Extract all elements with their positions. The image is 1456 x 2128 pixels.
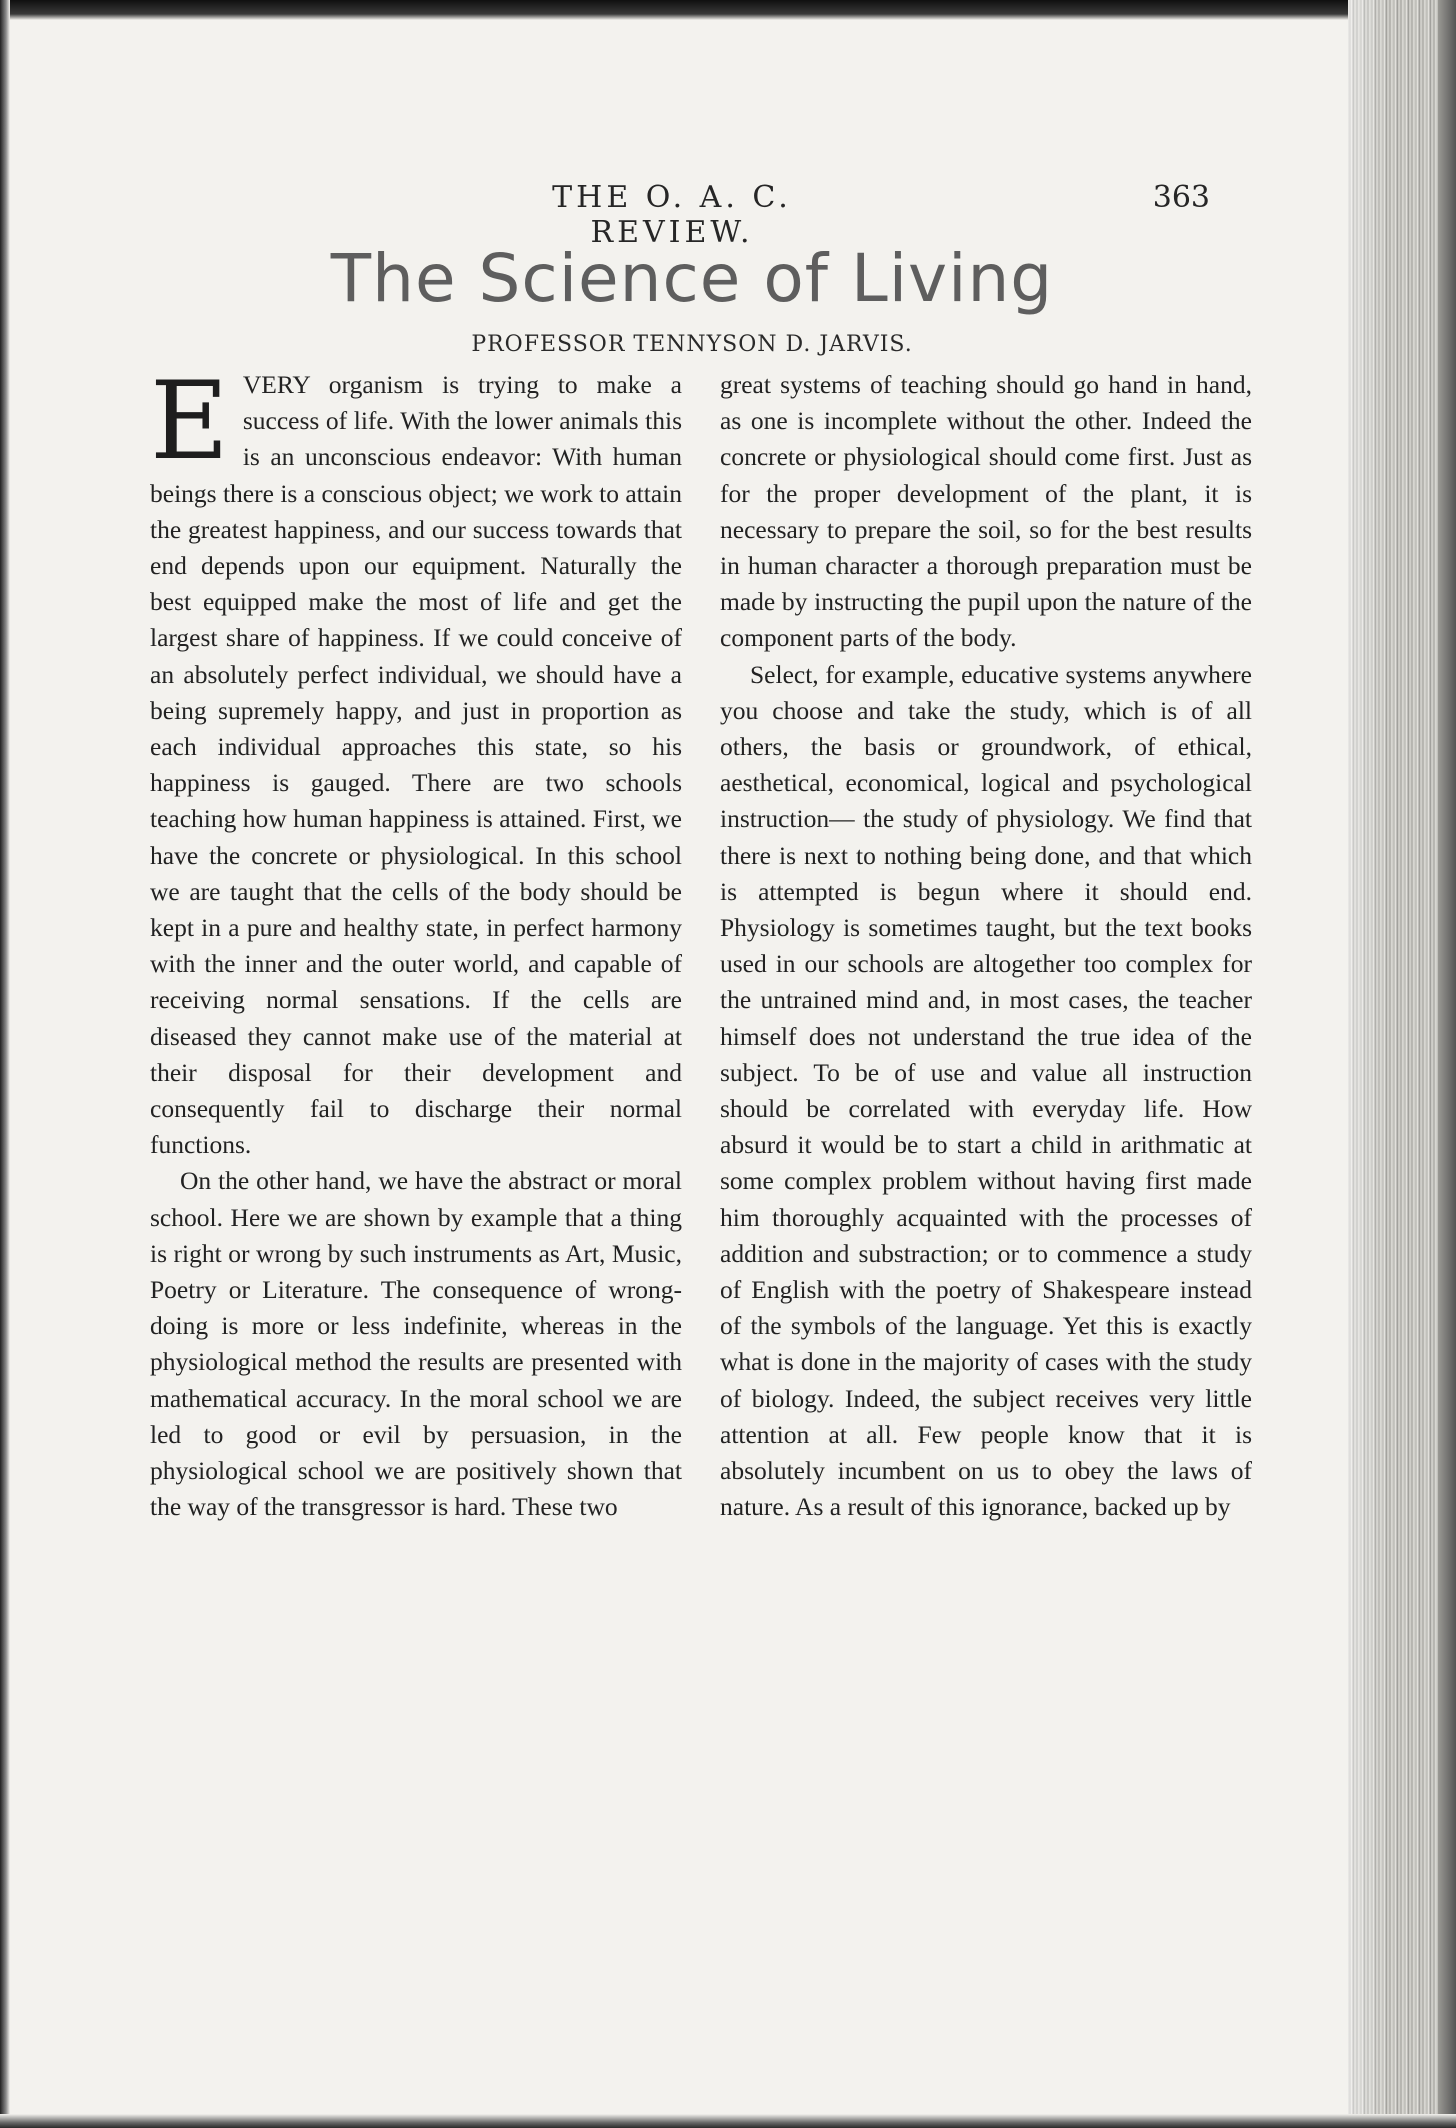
article-author: PROFESSOR TENNYSON D. JARVIS. (471, 332, 913, 357)
left-column (150, 359, 682, 1526)
scan-left-edge (0, 0, 10, 2128)
book-cover-edge (1438, 0, 1456, 2128)
scan-top-edge (0, 0, 1456, 20)
page-number: 363 (1152, 180, 1210, 215)
article-title: The Science of Living (330, 240, 1054, 317)
running-head (150, 180, 1230, 250)
right-column (720, 367, 1252, 1526)
drop-cap: E (150, 359, 229, 484)
paragraph-continued: great systems of teaching should go hand in hand, as one is incomplete without the other. Indeed the concrete or physiological should come first. Just as for the proper development of the plant, it is necessary to prepare the soil, so for the best results in human character a thorough preparation must be made by instructing the pupil upon the nature of the component parts of the body. (720, 370, 1252, 653)
journal-title: THE O. A. C. REVIEW. (552, 180, 792, 250)
paragraph-3: Select, for example, educative systems anywhere you choose and take the study, which is of all others, the basis or groundwork, of ethical, aesthetical, economical, logical and psychological instruction— the study of physiology. We find that there is next to nothing being done, and that which is attempted is begun where it should end. Physiology is sometimes taught, but the text books used in our schools are altogether too complex for the untrained mind and, in most cases, the teacher himself does not understand the true idea of the subject. To be of use and value all instruction should be correlated with everyday life. How absurd it would be to start a child in arithmatic at some complex problem without having first made him thoroughly acquainted with the processes of addition and substraction; or to commence a study of English with the poetry of Shakespeare instead of the symbols of the language. Yet this is exactly what is done in the majority of cases with the study of biology. Indeed, the subject receives very little attention at all. Few people know that it is absolutely incumbent on us to obey the laws of nature. As a result of this ignorance, backed up by (720, 659, 1252, 1522)
paragraph-1-text: VERY organism is trying to make a success of life. With the lower animals this is an unconscious endeavor: With human beings there is a conscious object; we work to attain the greatest happiness, and our success towards that end depends upon our equipment. Naturally the best equipped make the most of life and get the largest share of happiness. If we could conceive of an absolutely perfect individual, we should have a being supremely happy, and just in proportion as each individual approaches this state, so his happiness is gauged. There are two schools teaching how human happiness is attained. First, we have the concrete or physiological. In this school we are taught that the cells of the body should be kept in a pure and healthy state, in perfect harmony with the inner and the outer world, and capable of receiving normal sensations. If the cells are diseased they cannot make use of the material at their disposal for their development and consequently fail to discharge their normal functions. (150, 370, 682, 1160)
scan-bottom-edge (0, 2114, 1456, 2128)
page-edge-highlight (1348, 0, 1388, 2128)
paragraph-2: On the other hand, we have the abstract or moral school. Here we are shown by example that a thing is right or wrong by such instruments as Art, Music, Poetry or Literature. The consequence of wrong-doing is more or less indefinite, whereas in the physiological method the results are presented with mathematical accuracy. In the moral school we are led to good or evil by persuasion, in the physiological school we are positively shown that the way of the transgressor is hard. These two (150, 1166, 682, 1522)
paragraph-1 (150, 359, 682, 1163)
